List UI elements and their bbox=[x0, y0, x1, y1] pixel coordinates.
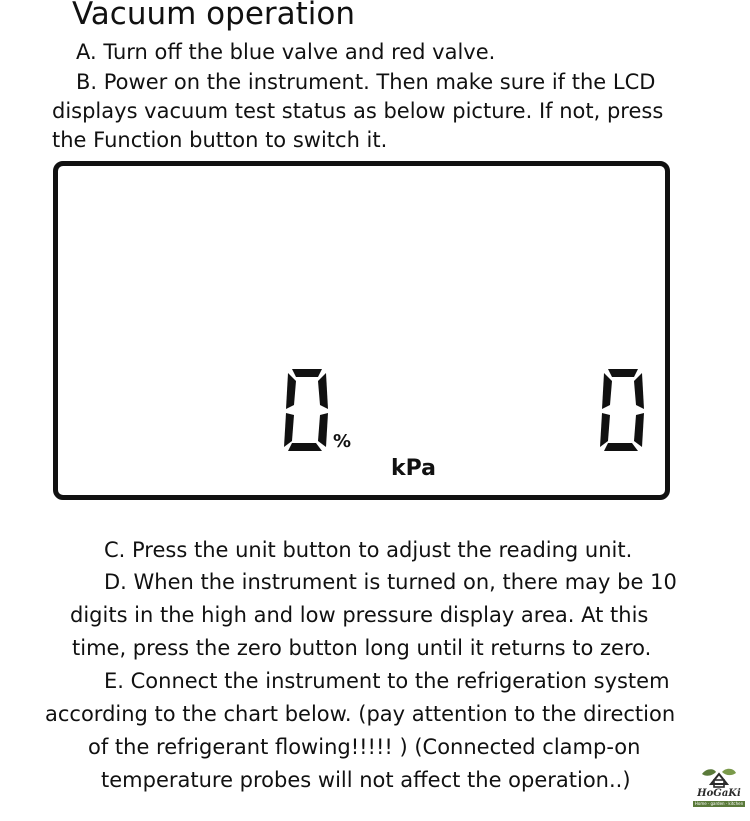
lcd-left-digit bbox=[282, 365, 332, 455]
step-e-line-3: of the refrigerant flowing!!!!! ) (Connected clamp-on bbox=[88, 735, 641, 759]
step-e-line-2: according to the chart below. (pay attention to the direction bbox=[45, 702, 676, 726]
step-a: A. Turn off the blue valve and red valve. bbox=[76, 40, 496, 64]
step-b-line-2: displays vacuum test status as below picture. If not, press bbox=[52, 99, 664, 123]
lcd-display bbox=[53, 161, 670, 500]
step-b-line-3: the Function button to switch it. bbox=[52, 128, 388, 152]
lcd-kpa-unit: kPa bbox=[391, 456, 437, 481]
page-title: Vacuum operation bbox=[72, 0, 356, 32]
step-e-line-1: E. Connect the instrument to the refrigeration system bbox=[104, 669, 670, 693]
lcd-right-digit bbox=[598, 365, 648, 455]
step-b-line-1: B. Power on the instrument. Then make sure if the LCD bbox=[76, 70, 656, 94]
logo-tagline: Home · garden · kitchen bbox=[694, 801, 744, 806]
step-d-line-3: time, press the zero button long until it returns to zero. bbox=[72, 636, 652, 660]
brand-logo bbox=[690, 766, 748, 812]
step-d-line-1: D. When the instrument is turned on, there may be 10 bbox=[104, 570, 677, 594]
step-d-line-2: digits in the high and low pressure display area. At this bbox=[70, 603, 649, 627]
logo-name: HoGaKi bbox=[697, 788, 741, 799]
step-c: C. Press the unit button to adjust the reading unit. bbox=[104, 538, 633, 562]
lcd-percent-unit: % bbox=[333, 431, 352, 452]
leaf-house-icon bbox=[690, 766, 748, 788]
step-e-line-4: temperature probes will not affect the operation..) bbox=[101, 768, 631, 792]
